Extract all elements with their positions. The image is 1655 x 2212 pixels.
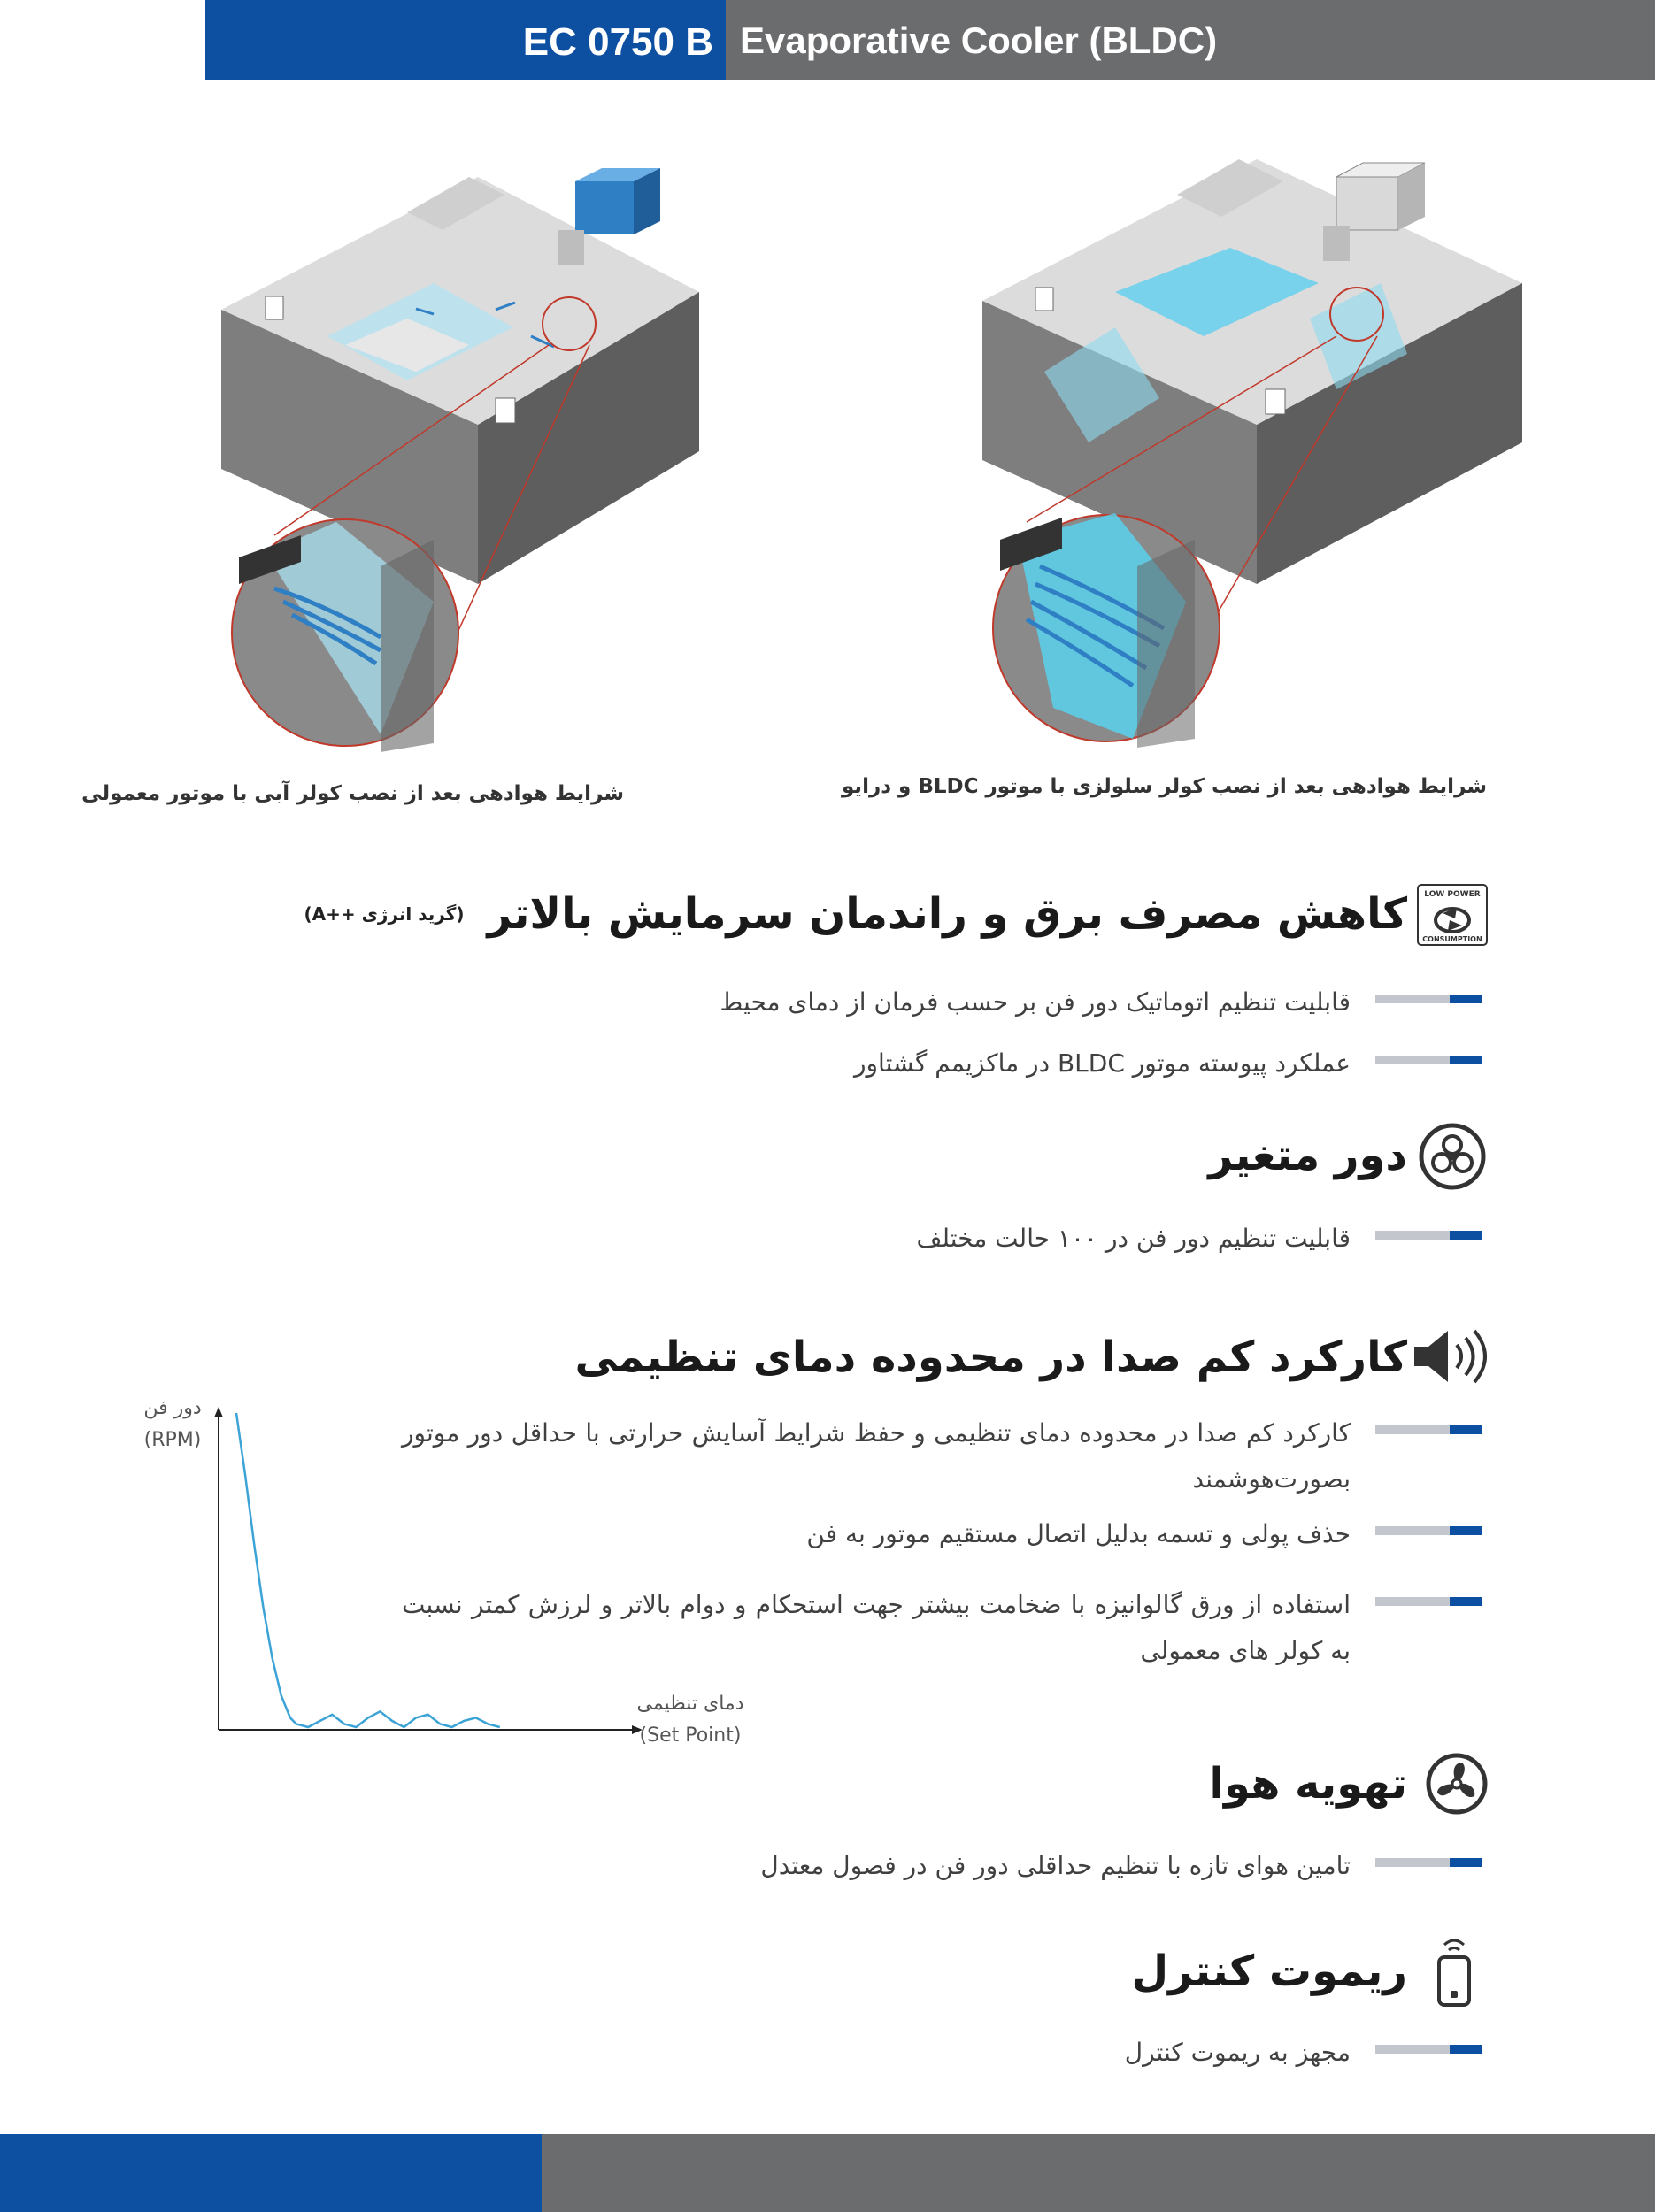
quiet-heading [574,1324,1407,1391]
house-illustration-conventional [204,106,735,761]
house-illustration-bldc [938,106,1540,761]
list-item [437,2030,1482,2076]
bullet-marker [1375,1597,1482,1606]
power-heading [304,883,1408,945]
bullet-marker [1375,1425,1482,1434]
chart-ylabel-unit: (RPM) [143,1429,202,1451]
bullet-marker [1375,1858,1482,1867]
bullet-marker [1375,1526,1482,1535]
ventilation-fan-icon [1425,1752,1489,1816]
quiet-title: کارکرد کم صدا در محدوده دمای تنظیمی [574,1333,1407,1382]
footer-blue-band [0,2134,542,2212]
low-power-consumption-icon [1416,883,1489,947]
power-item-2: عملکرد پیوسته موتور BLDC در ماکزیمم گشتاور [854,1048,1351,1078]
fan-speed-chart [204,1407,646,1752]
remote-title: ریموت کنترل [1131,1947,1407,1996]
speed-item-1: قابلیت تنظیم دور فن در ۱۰۰ حالت مختلف [916,1224,1351,1253]
bullet-marker [1375,1231,1482,1240]
caption-conventional: شرایط هوادهی بعد از نصب کولر آبی با موتور معمولی [81,782,624,805]
product-title: Evaporative Cooler (BLDC) [740,19,1218,61]
list-item [437,1041,1482,1087]
speed-heading [1208,1122,1407,1189]
speaker-icon [1411,1324,1494,1389]
list-item [437,1216,1482,1262]
quiet-item-3: استفاده از ورق گالوانیزه با ضخامت بیشتر جهت استحکام و دوام بالاتر و لرزش کمتر نسبت به کولر های معمولی [402,1590,1351,1665]
bullet-marker [1375,1056,1482,1064]
chart-series-line [236,1413,500,1727]
chart-xlabel-unit: (Set Point) [639,1724,742,1747]
power-title: کاهش مصرف برق و راندمان سرمایش بالاتر [487,889,1407,939]
bullet-marker [1375,995,1482,1003]
chart-xlabel-text: دمای تنظیمی [636,1693,744,1715]
ventilation-heading [1210,1750,1407,1817]
model-number: EC 0750 B [522,20,713,64]
chart-ylabel-text: دور فن [143,1397,202,1419]
icon-text-top: LOW POWER [1424,890,1481,899]
remote-control-icon [1432,1934,1476,2008]
remote-heading [1132,1938,1407,2005]
power-item-1: قابلیت تنظیم اتوماتیک دور فن بر حسب فرمان از دمای محیط [720,987,1351,1017]
power-energy-grade: (گرید انرژی ++A) [304,903,465,925]
icon-text-bottom: CONSUMPTION [1422,935,1482,943]
ventilation-item-1: تامین هوای تازه با تنظیم حداقلی دور فن در فصول معتدل [760,1851,1351,1880]
fan-speed-icon [1418,1122,1487,1191]
quiet-item-1: کارکرد کم صدا در محدوده دمای تنظیمی و حفظ شرایط آسایش حرارتی با حداقل دور موتور بصورت‌هوشمند [402,1418,1351,1494]
chart-x-label [628,1688,752,1752]
list-item [437,1843,1482,1889]
bullet-marker [1375,2045,1482,2054]
list-item [437,979,1482,1025]
ventilation-title: تهویه هوا [1209,1759,1407,1809]
remote-item-1: مجهز به ریموت کنترل [1124,2038,1351,2067]
quiet-item-2: حذف پولی و تسمه بدلیل اتصال مستقیم موتور به فن [806,1519,1351,1548]
speed-title: دور متغیر [1208,1131,1407,1180]
chart-y-arrow [214,1407,223,1417]
caption-bldc: شرایط هوادهی بعد از نصب کولر سلولزی با موتور BLDC و درایو [842,775,1487,798]
chart-y-label [133,1393,212,1456]
footer-grey-band [542,2134,1655,2212]
